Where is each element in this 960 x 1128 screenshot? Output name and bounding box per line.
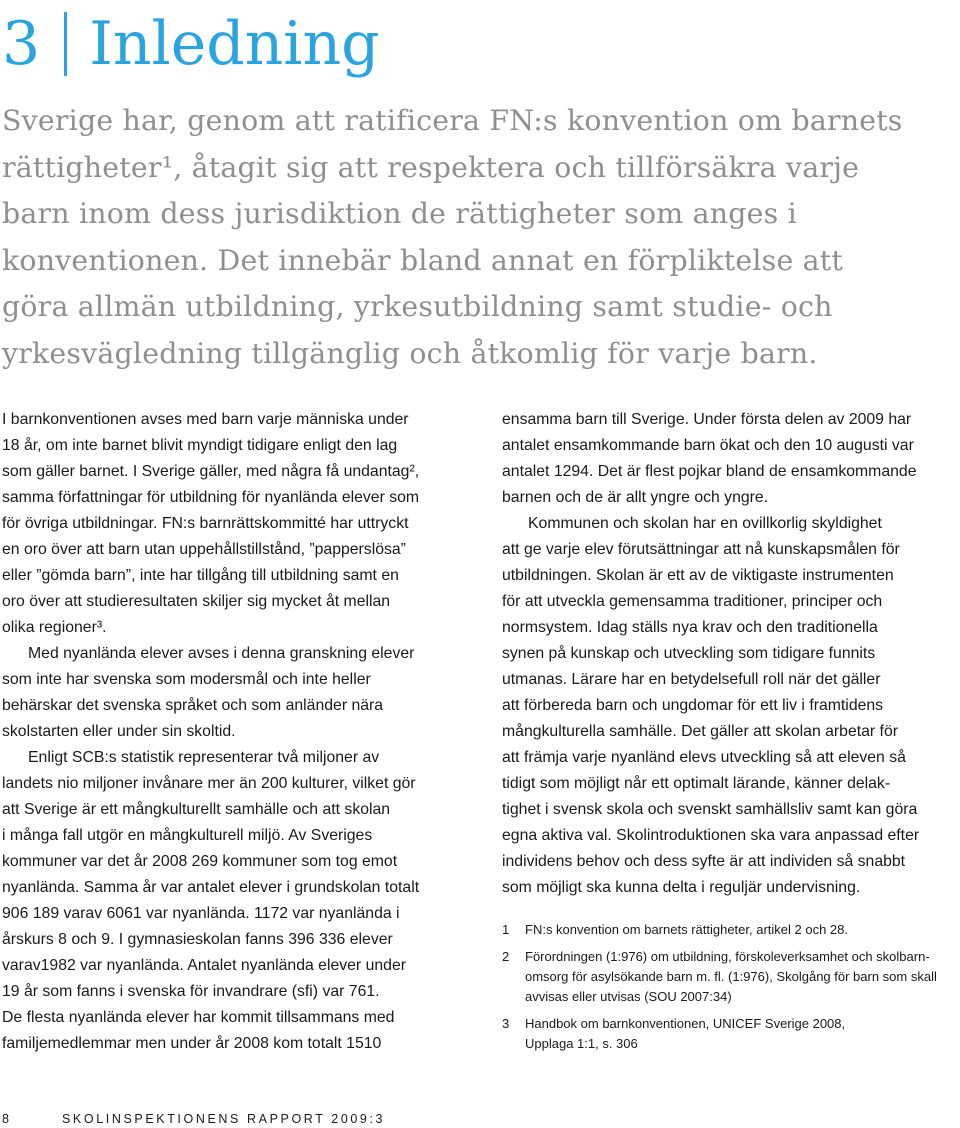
body-line: I barnkonventionen avses med barn varje människa under	[2, 411, 409, 428]
body-line: Enligt SCB:s statistik representerar två miljoner av	[28, 749, 380, 766]
footnote-number: 1	[502, 922, 510, 937]
footnote	[502, 920, 952, 940]
body-line: nyanlända. Samma år var antalet elever i grundskolan totalt	[2, 879, 420, 896]
body-line: egna aktiva val. Skolintroduktionen ska vara anpassad efter	[502, 827, 920, 844]
body-line: 18 år, om inte barnet blivit myndigt tidigare enligt den lag	[2, 437, 398, 454]
footnote-line: Förordningen (1:976) om utbildning, förskoleverksamhet och skolbarn-	[525, 949, 930, 964]
intro-paragraph	[2, 98, 952, 377]
intro-line: göra allmän utbildning, yrkesutbildning samt studie- och	[2, 290, 833, 323]
chapter-number: 3	[2, 9, 41, 79]
body-line: för övriga utbildningar. FN:s barnrättskommitté har uttryckt	[2, 515, 409, 532]
intro-line: Sverige har, genom att ratificera FN:s konvention om barnets	[2, 104, 903, 137]
body-line: antalet 1294. Det är flest pojkar bland de ensamkommande	[502, 463, 917, 480]
footnote-number: 2	[502, 949, 510, 964]
body-line: utbildningen. Skolan är ett av de viktigaste instrumenten	[502, 567, 894, 584]
body-line: barnen och de är allt yngre och yngre.	[502, 489, 769, 506]
body-line: olika regioner³.	[2, 619, 107, 636]
body-line: som gäller barnet. I Sverige gäller, med några få undantag²,	[2, 463, 420, 480]
body-line: att Sverige är ett mångkulturellt samhälle och att skolan	[2, 801, 391, 818]
body-line: i många fall utgör en mångkulturell miljö. Av Sveriges	[2, 827, 373, 844]
body-line: Med nyanlända elever avses i denna granskning elever	[28, 645, 415, 662]
body-line: samma författningar för utbildning för nyanlända elever som	[2, 489, 420, 506]
body-line: 19 år som fanns i svenska för invandrare (sfi) var 761.	[2, 983, 380, 1000]
body-line: De flesta nyanlända elever har kommit tillsammans med	[2, 1009, 395, 1026]
body-line: utmanas. Lärare har en betydelsefull roll när det gäller	[502, 671, 881, 688]
body-line: att förbereda barn och ungdomar för ett liv i framtidens	[502, 697, 884, 714]
body-line: som inte har svenska som modersmål och inte heller	[2, 671, 371, 688]
body-line: synen på kunskap och utveckling som tidigare funnits	[502, 645, 876, 662]
body-line: för att utveckla gemensamma traditioner, principer och	[502, 593, 883, 610]
body-line: eller ”gömda barn”, inte har tillgång till utbildning samt en	[2, 567, 399, 584]
body-line: landets nio miljoner invånare mer än 200 kulturer, vilket gör	[2, 775, 416, 792]
body-line: oro över att studieresultaten skiljer sig mycket åt mellan	[2, 593, 391, 610]
footnote-line: avvisas eller utvisas (SOU 2007:34)	[525, 989, 732, 1004]
footnote-line: Upplaga 1:1, s. 306	[525, 1036, 638, 1051]
body-line: ensamma barn till Sverige. Under första delen av 2009 har	[502, 411, 912, 428]
intro-line: yrkesvägledning tillgänglig och åtkomlig för varje barn.	[2, 336, 818, 370]
body-line: att främja varje nyanländ elevs utveckling så att eleven så	[502, 749, 906, 766]
body-line: tighet i svensk skola och svenskt samhällsliv samt kan göra	[502, 801, 918, 818]
footnote-line: Handbok om barnkonventionen, UNICEF Sverige 2008,	[525, 1016, 846, 1031]
intro-line: konventionen. Det innebär bland annat en förpliktelse att	[2, 243, 844, 277]
footnote	[502, 947, 952, 1007]
body-line: varav1982 var nyanlända. Antalet nyanlända elever under	[2, 957, 406, 974]
body-line: årskurs 8 och 9. I gymnasieskolan fanns 396 336 elever	[2, 931, 393, 948]
footnotes	[502, 920, 952, 1061]
body-line: familjemedlemmar men under år 2008 kom totalt 1510	[2, 1035, 382, 1052]
page-footer	[2, 1110, 942, 1128]
body-line: en oro över att barn utan uppehållstillstånd, ”papperslösa”	[2, 541, 406, 558]
footnote-number: 3	[502, 1016, 510, 1031]
left-column	[2, 407, 452, 1057]
heading-divider	[64, 12, 67, 76]
body-line: 906 189 varav 6061 var nyanlända. 1172 var nyanlända i	[2, 905, 400, 922]
footnote-line: FN:s konvention om barnets rättigheter, artikel 2 och 28.	[525, 922, 849, 937]
page-number: 8	[2, 1112, 9, 1126]
chapter-heading	[0, 8, 380, 80]
chapter-title: Inledning	[89, 9, 380, 79]
body-line: att ge varje elev förutsättningar att nå kunskapsmålen för	[502, 541, 900, 558]
body-line: skolstarten eller under sin skoltid.	[2, 723, 236, 740]
body-line: som möjligt ska kunna delta i reguljär undervisning.	[502, 879, 861, 896]
intro-line: rättigheter¹, åtagit sig att respektera och tillförsäkra varje	[2, 150, 860, 184]
body-line: Kommunen och skolan har en ovillkorlig skyldighet	[528, 515, 882, 532]
body-line: behärskar det svenska språket och som anländer nära	[2, 697, 384, 714]
body-line: tidigt som möjligt når ett optimalt lärande, känner delak-	[502, 775, 891, 792]
body-line: individens behov och dess syfte är att individen så snabbt	[502, 853, 906, 870]
body-line: kommuner var det år 2008 269 kommuner som tog emot	[2, 853, 398, 870]
body-line: normsystem. Idag ställs nya krav och den traditionella	[502, 619, 878, 636]
right-column	[502, 407, 952, 901]
body-line: antalet ensamkommande barn ökat och den 10 augusti var	[502, 437, 914, 454]
body-line: mångkulturella samhälle. Det gäller att skolan arbetar för	[502, 723, 898, 740]
intro-line: barn inom dess jurisdiktion de rättigheter som anges i	[2, 197, 797, 230]
footnote-line: omsorg för asylsökande barn m. fl. (1:976), Skolgång för barn som skall	[525, 969, 937, 984]
publication-name: SKOLINSPEKTIONENS RAPPORT 2009:3	[62, 1112, 386, 1126]
footnote	[502, 1014, 952, 1054]
